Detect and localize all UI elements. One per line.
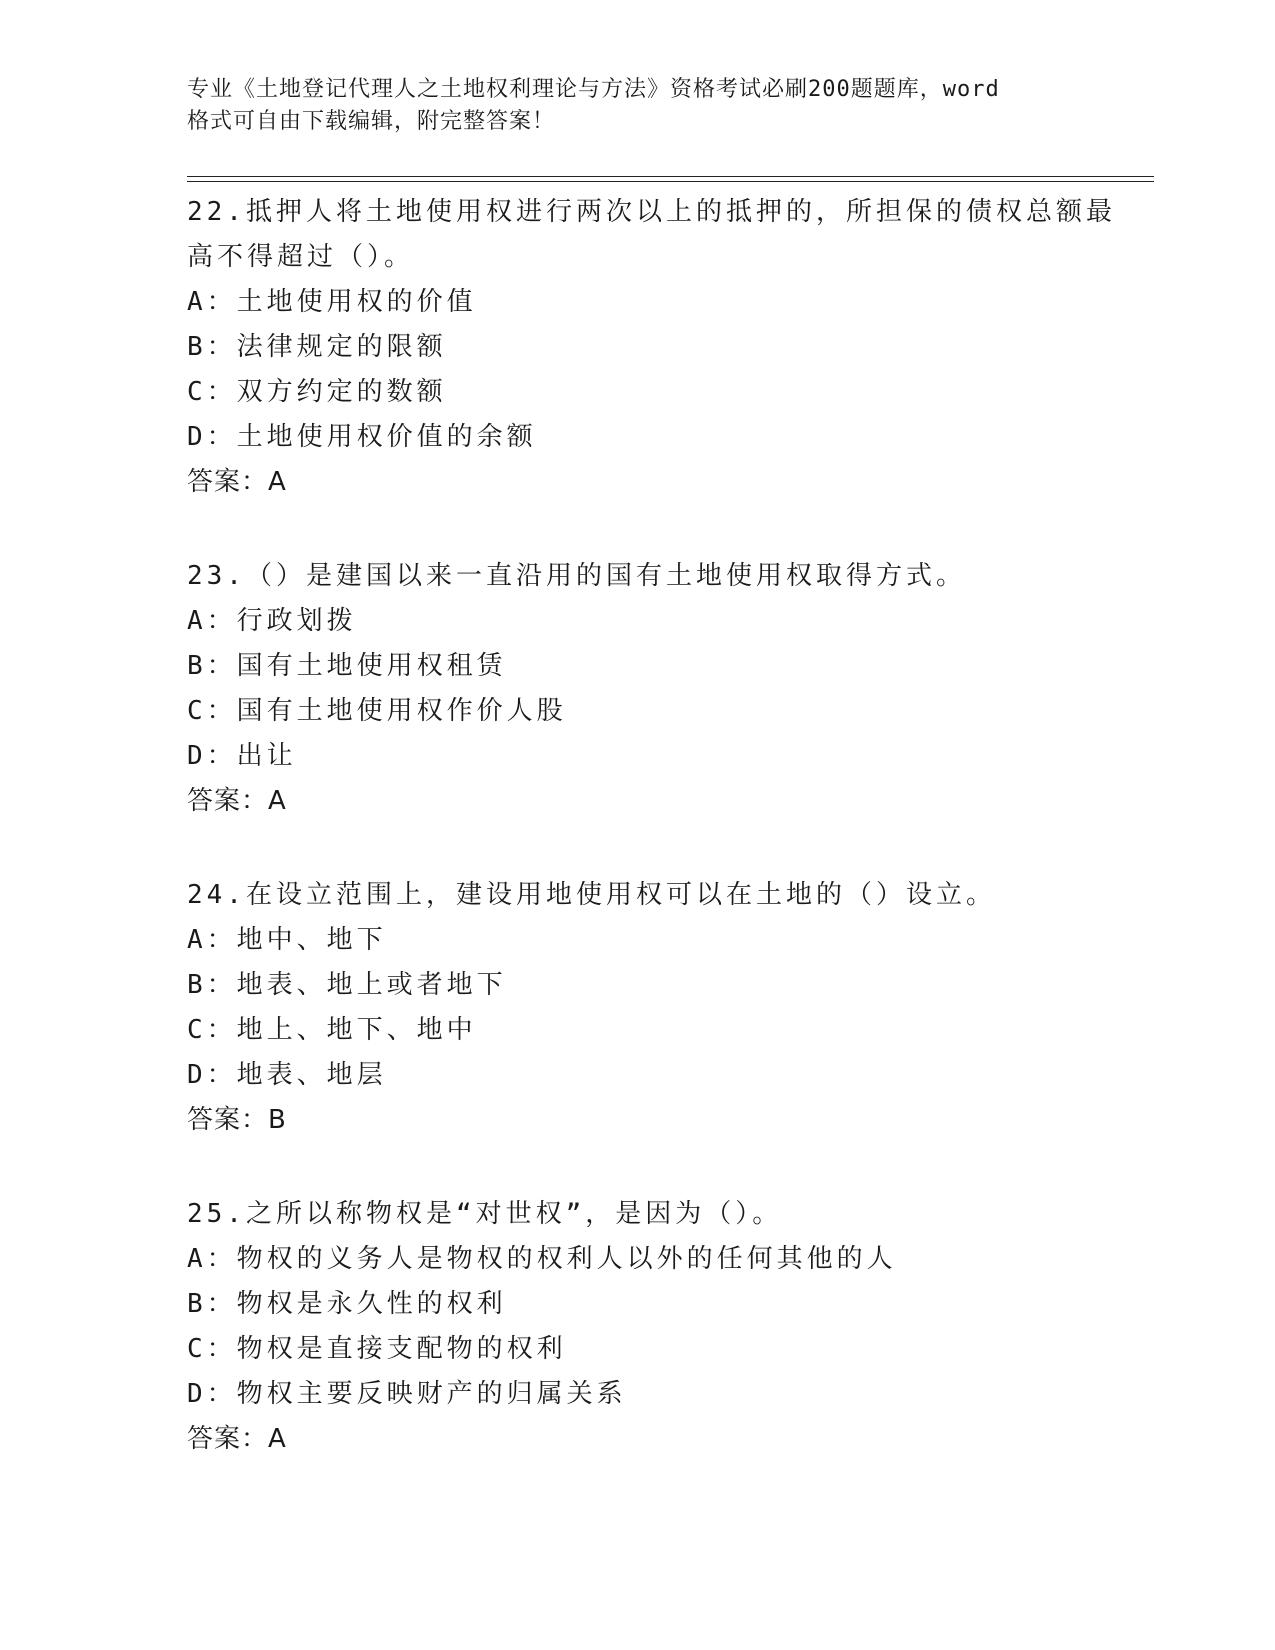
option-d: D：地表、地层 [187, 1060, 387, 1090]
question-22 [187, 190, 1116, 505]
option-a: A：地中、地下 [187, 925, 387, 955]
option-a: A：行政划拨 [187, 606, 357, 636]
option-d: D：物权主要反映财产的归属关系 [187, 1379, 627, 1409]
header-line-2: 格式可自由下载编辑，附完整答案！ [187, 109, 556, 134]
option-c: C：国有土地使用权作价人股 [187, 696, 567, 726]
option-b: B：国有土地使用权租赁 [187, 651, 507, 681]
answer-line: 答案：A [187, 1424, 287, 1454]
header-line-1: 专业《土地登记代理人之土地权利理论与方法》资格考试必刷200题题库，word [187, 77, 1000, 102]
answer-line: 答案：A [187, 467, 287, 497]
option-b: B：物权是永久性的权利 [187, 1289, 507, 1319]
answer-line: 答案：A [187, 786, 287, 816]
option-d: D：出让 [187, 741, 297, 771]
question-25 [187, 1192, 1087, 1462]
question-23 [187, 554, 1087, 824]
question-stem-line: 25.之所以称物权是“对世权”，是因为（）。 [187, 1199, 783, 1229]
question-stem-line: 22.抵押人将土地使用权进行两次以上的抵押的，所担保的债权总额最 [187, 197, 1116, 227]
question-stem-line: 高不得超过（）。 [187, 242, 415, 272]
document-header [187, 74, 1087, 138]
header-divider-top [187, 176, 1154, 177]
option-c: C：双方约定的数额 [187, 377, 447, 407]
option-c: C：物权是直接支配物的权利 [187, 1334, 567, 1364]
option-b: B：地表、地上或者地下 [187, 970, 507, 1000]
option-d: D：土地使用权价值的余额 [187, 422, 537, 452]
option-b: B：法律规定的限额 [187, 332, 447, 362]
option-a: A：物权的义务人是物权的权利人以外的任何其他的人 [187, 1244, 897, 1274]
option-a: A：土地使用权的价值 [187, 287, 477, 317]
option-c: C：地上、地下、地中 [187, 1015, 477, 1045]
answer-line: 答案：B [187, 1105, 287, 1135]
question-24 [187, 873, 1087, 1143]
question-stem-line: 23.（）是建国以来一直沿用的国有土地使用权取得方式。 [187, 561, 966, 591]
question-stem-line: 24.在设立范围上，建设用地使用权可以在土地的（）设立。 [187, 880, 996, 910]
header-divider-bottom [187, 181, 1154, 182]
